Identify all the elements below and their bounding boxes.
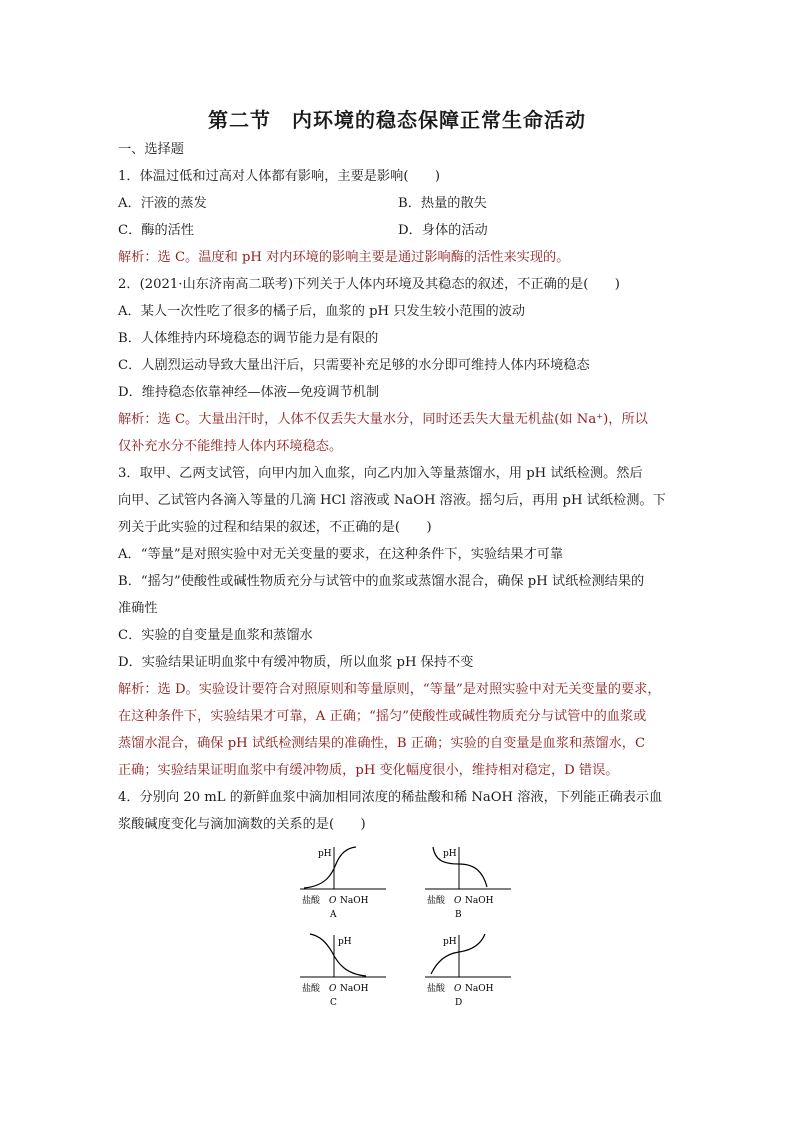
q3-stem-line2: 向甲、乙试管内各滴入等量的几滴 HCl 溶液或 NaOH 溶液。摇匀后，再用 pH 试纸检测。下 — [118, 493, 666, 508]
q1-analysis: 解析：选 C。温度和 pH 对内环境的影响主要是通过影响酶的活性来实现的。 — [118, 250, 570, 265]
q1-option-b: B．热量的散失 — [398, 196, 487, 211]
q4-graphs — [298, 842, 518, 1012]
graph-b-ph-label: pH — [443, 849, 457, 859]
graph-c-svg — [298, 930, 388, 1010]
q4-stem-line1: 4．分别向 20 mL 的新鲜血浆中滴加相同浓度的稀盐酸和稀 NaOH 溶液，下列能正确表示血 — [118, 790, 663, 805]
graph-b — [423, 842, 513, 922]
graph-d — [423, 930, 513, 1010]
graph-b-origin-label: O — [454, 896, 462, 906]
q3-analysis-line4: 正确；实验结果证明血浆中有缓冲物质，pH 变化幅度很小，维持相对稳定，D 错误。 — [118, 763, 619, 778]
graph-b-curve — [433, 847, 487, 887]
q2-analysis-line1: 解析：选 C。大量出汗时，人体不仅丢失大量水分，同时还丢失大量无机盐(如 Na⁺)，所以 — [118, 412, 648, 427]
q3-stem-line1: 3．取甲、乙两支试管，向甲内加入血浆，向乙内加入等量蒸馏水，用 pH 试纸检测。然后 — [118, 466, 643, 481]
graph-d-svg — [423, 930, 513, 1010]
q1-option-a: A．汗液的蒸发 — [118, 196, 207, 211]
graph-d-base-label: NaOH — [465, 984, 494, 994]
graph-b-letter: B — [455, 910, 462, 920]
graph-d-ph-label: pH — [443, 937, 457, 947]
graph-c-origin-label: O — [329, 984, 337, 994]
graph-a-letter: A — [330, 910, 337, 920]
graph-c — [298, 930, 388, 1010]
q3-analysis-line3: 蒸馏水混合，确保 pH 试纸检测结果的准确性，B 正确；实验的自变量是血浆和蒸馏水，C — [118, 736, 646, 751]
graph-c-letter: C — [330, 998, 337, 1008]
q1-options-row2 — [118, 217, 678, 244]
q3-option-a: A．“等量”是对照实验中对无关变量的要求，在这种条件下，实验结果才可靠 — [118, 547, 564, 562]
graph-a-svg — [298, 842, 388, 922]
graph-a-acid-label: 盐酸 — [302, 896, 321, 906]
q1-stem: 1．体温过低和过高对人体都有影响，主要是影响( ) — [118, 169, 440, 184]
graph-a — [298, 842, 388, 922]
graph-b-acid-label: 盐酸 — [427, 896, 446, 906]
graph-c-ph-label: pH — [338, 937, 352, 947]
q1-option-c: C．酶的活性 — [118, 223, 195, 238]
q2-option-a: A．某人一次性吃了很多的橘子后，血浆的 pH 只发生较小范围的波动 — [118, 304, 526, 319]
q2-option-b: B．人体维持内环境稳态的调节能力是有限的 — [118, 331, 379, 346]
document-body — [118, 136, 678, 838]
q3-stem-line3: 列关于此实验的过程和结果的叙述，不正确的是( ) — [118, 520, 432, 535]
q3-analysis-line2: 在这种条件下，实验结果才可靠，A 正确；“摇匀”使酸性或碱性物质充分与试管中的血浆或 — [118, 709, 647, 724]
q3-option-c: C．实验的自变量是血浆和蒸馏水 — [118, 628, 313, 643]
graph-d-letter: D — [455, 998, 463, 1008]
graph-b-base-label: NaOH — [465, 896, 494, 906]
graph-a-base-label: NaOH — [340, 896, 369, 906]
graph-c-base-label: NaOH — [340, 984, 369, 994]
q2-option-c: C．人剧烈运动导致大量出汗后，只需要补充足够的水分即可维持人体内环境稳态 — [118, 358, 590, 373]
graph-d-acid-label: 盐酸 — [427, 984, 446, 994]
graph-c-acid-label: 盐酸 — [302, 984, 321, 994]
q4-stem-line2: 浆酸碱度变化与滴加滴数的关系的是( ) — [118, 817, 366, 832]
q2-option-d: D．维持稳态依靠神经—体液—免疫调节机制 — [118, 385, 380, 400]
q3-option-b-line1: B．“摇匀”使酸性或碱性物质充分与试管中的血浆或蒸馏水混合，确保 pH 试纸检测结果的 — [118, 574, 645, 589]
graph-a-ph-label: pH — [318, 849, 332, 859]
q3-analysis-line1: 解析：选 D。实验设计要符合对照原则和等量原则，“等量”是对照实验中对无关变量的要求， — [118, 682, 661, 697]
graph-a-origin-label: O — [329, 896, 337, 906]
q1-option-d: D．身体的活动 — [398, 223, 488, 238]
q3-option-b-line2: 准确性 — [118, 601, 158, 616]
q2-stem: 2．(2021·山东济南高二联考)下列关于人体内环境及其稳态的叙述，不正确的是( ) — [118, 277, 620, 292]
q3-option-d: D．实验结果证明血浆中有缓冲物质，所以血浆 pH 保持不变 — [118, 655, 474, 670]
q1-options-row1 — [118, 190, 678, 217]
page-title: 第二节 内环境的稳态保障正常生命活动 — [208, 108, 586, 132]
section-heading: 一、选择题 — [118, 142, 184, 157]
q2-analysis-line2: 仅补充水分不能维持人体内环境稳态。 — [118, 439, 343, 454]
graph-d-curve — [431, 934, 485, 974]
graph-b-svg — [423, 842, 513, 922]
graph-d-origin-label: O — [454, 984, 462, 994]
